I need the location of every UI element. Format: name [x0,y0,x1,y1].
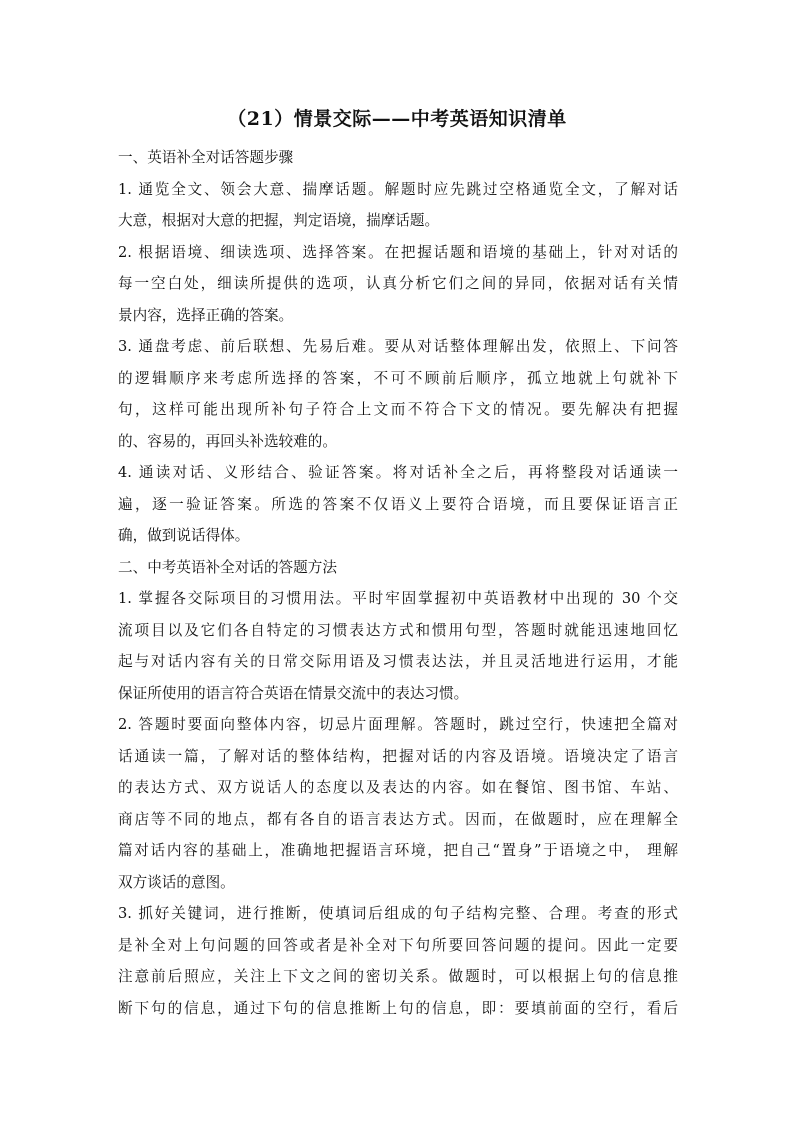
text-line: 注意前后照应，关注上下文之间的密切关系。做题时，可以根据上句的信息推 [118,968,678,985]
text-line: 景内容，选择正确的答案。 [118,306,294,324]
text-line: 话通读一篇，了解对话的整体结构，把握对话的内容及语境。语境决定了语言 [118,747,678,765]
text-line: 断下句的信息，通过下句的信息推断上句的信息，即：要填前面的空行，看后 [118,999,678,1017]
text-line: 确，做到说话得体。 [118,527,250,544]
text-line: 句，这样可能出现所补句子符合上文而不符合下文的情况。要先解决有把握 [118,401,678,418]
text-line: 二、中考英语补全对话的答题方法 [118,558,337,576]
text-line: 商店等不同的地点，都有各自的语言表达方式。因而，在做题时，应在理解全 [118,810,678,828]
text-line: 1. 掌握各交际项目的习惯用法。平时牢固掌握初中英语教材中出现的 30 个交 [118,590,678,607]
text-line: 流项目以及它们各自特定的习惯表达方式和惯用句型，答题时就能迅速地回忆 [118,621,678,639]
text-line: 2. 答题时要面向整体内容，切忌片面理解。答题时，跳过空行，快速把全篇对 [118,716,678,733]
text-line: 的逻辑顺序来考虑所选择的答案，不可不顾前后顺序，孤立地就上句就补下 [118,369,678,387]
text-line: 起与对话内容有关的日常交际用语及习惯表达法，并且灵活地进行运用，才能 [118,653,678,670]
text-line: 4. 通读对话、义形结合、验证答案。将对话补全之后，再将整段对话通读一 [118,464,678,481]
text-line: 大意，根据对大意的把握，判定语境，揣摩话题。 [118,212,440,229]
text-line: 1. 通览全文、领会大意、揣摩话题。解题时应先跳过空格通览全文，了解对话 [118,180,678,198]
text-line: 双方谈话的意图。 [118,873,235,891]
text-line: 每一空白处，细读所提供的选项，认真分析它们之间的异同，依据对话有关情 [118,275,678,292]
text-line: 保证所使用的语言符合英语在情景交流中的表达习惯。 [118,684,469,702]
text-line: 的表达方式、双方说话人的态度以及表达的内容。如在餐馆、图书馆、车站、 [118,779,678,796]
text-line: 遍，逐一验证答案。所选的答案不仅语义上要符合语境，而且要保证语言正 [118,495,678,513]
document-title: （21）情景交际——中考英语知识清单 [227,108,567,130]
text-line: 2. 根据语境、细读选项、选择答案。在把握话题和语境的基础上，针对对话的 [118,243,678,261]
text-line: 3. 抓好关键词，进行推断，使填词后组成的句子结构完整、合理。考查的形式 [118,905,678,922]
text-line: 一、英语补全对话答题步骤 [118,149,294,166]
text-line: 的、容易的，再回头补选较难的。 [118,432,337,450]
text-line: 篇对话内容的基础上，准确地把握语言环境，把自己“置身”于语境之中， 理解 [118,842,678,859]
text-line: 3. 通盘考虑、前后联想、先易后难。要从对话整体理解出发，依照上、下问答 [118,338,678,355]
text-line: 是补全对上句问题的回答或者是补全对下句所要回答问题的提问。因此一定要 [118,936,678,954]
document-body [118,142,678,1024]
